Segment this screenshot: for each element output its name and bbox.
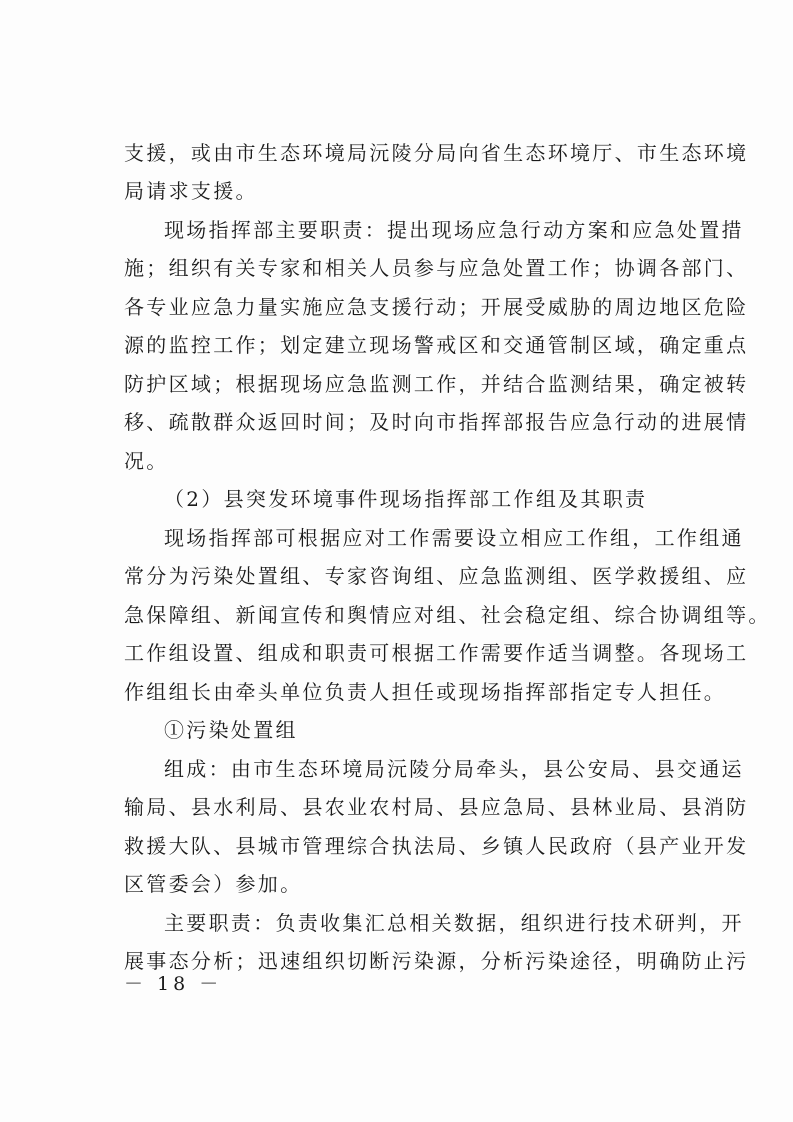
text-line-14: 工作组设置、组成和职责可根据工作需要作适当调整。各现场工 — [124, 641, 749, 665]
text-line-19: 救援大队、县城市管理综合执法局、乡镇人民政府（县产业开发 — [124, 834, 749, 858]
text-line-4: 施；组织有关专家和相关人员参与应急处置工作；协调各部门、 — [124, 256, 749, 280]
text-line-22: 展事态分析；迅速组织切断污染源，分析污染途径，明确防止污 — [124, 949, 749, 973]
text-line-18: 输局、县水利局、县农业农村局、县应急局、县林业局、县消防 — [124, 795, 749, 819]
text-line-6: 源的监控工作；划定建立现场警戒区和交通管制区域，确定重点 — [124, 333, 749, 357]
text-line-20: 区管委会）参加。 — [124, 872, 303, 896]
text-line-7: 防护区域；根据现场应急监测工作，并结合监测结果，确定被转 — [124, 372, 749, 396]
text-line-13: 急保障组、新闻宣传和舆情应对组、社会稳定组、综合协调组等。 — [124, 603, 771, 627]
paragraph-start-composition: 组成：由市生态环境局沅陵分局牵头，县公安局、县交通运 — [164, 757, 744, 781]
text-line-2: 局请求支援。 — [124, 179, 258, 203]
paragraph-start-workgroups: 现场指挥部可根据应对工作需要设立相应工作组，工作组通 — [164, 526, 744, 550]
text-line-5: 各专业应急力量实施应急支援行动；开展受威胁的周边地区危险 — [124, 295, 749, 319]
subsection-heading-pollution-disposal: ①污染处置组 — [164, 718, 298, 742]
text-line-12: 常分为污染处置组、专家咨询组、应急监测组、医学救援组、应 — [124, 564, 749, 588]
paragraph-start-main-duties: 主要职责：负责收集汇总相关数据，组织进行技术研判，开 — [164, 911, 744, 935]
text-line-1: 支援，或由市生态环境局沅陵分局向省生态环境厅、市生态环境 — [124, 141, 749, 165]
paragraph-start-command-duties: 现场指挥部主要职责：提出现场应急行动方案和应急处置措 — [164, 218, 744, 242]
section-heading-2: （2）县突发环境事件现场指挥部工作组及其职责 — [164, 487, 648, 511]
text-line-8: 移、疏散群众返回时间；及时向市指挥部报告应急行动的进展情 — [124, 410, 749, 434]
page-number: － 18 － — [124, 973, 223, 995]
text-line-15: 作组组长由牵头单位负责人担任或现场指挥部指定专人担任。 — [124, 680, 727, 704]
text-line-9: 况。 — [124, 449, 169, 473]
